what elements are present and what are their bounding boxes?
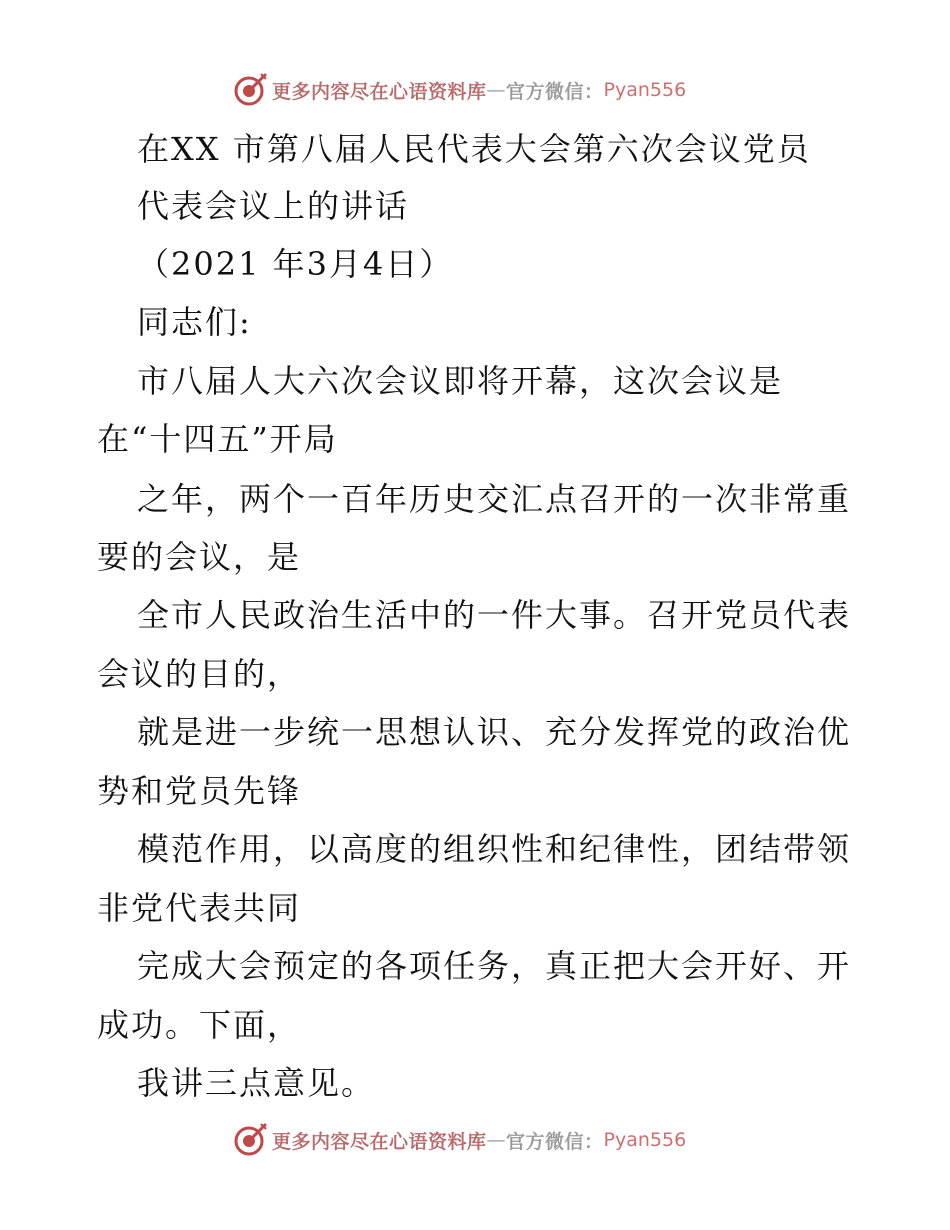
watermark-dash: — — [486, 1129, 507, 1151]
body-line: 全市人民政治生活中的一件大事。召开党员代表 — [137, 596, 852, 634]
body-line: 在“十四五”开局 — [97, 420, 338, 458]
watermark-wechat-id: Pyan556 — [603, 1129, 687, 1151]
document-salutation: 同志们: — [137, 303, 252, 341]
body-line: 会议的目的， — [97, 655, 302, 693]
watermark-dash: — — [486, 79, 507, 101]
body-line: 要的会议，是 — [97, 538, 302, 576]
watermark-main-text: 更多内容尽在心语资料库 — [272, 1130, 487, 1153]
body-line: 我讲三点意见。 — [137, 1064, 376, 1102]
body-line: 就是进一步统一思想认识、充分发挥党的政治优 — [137, 713, 852, 751]
body-line: 模范作用，以高度的组织性和纪律性，团结带领 — [137, 830, 852, 868]
watermark-main-text: 更多内容尽在心语资料库 — [272, 80, 487, 103]
body-line: 之年，两个一百年历史交汇点召开的一次非常重 — [137, 480, 852, 518]
watermark-official-label: 官方微信： — [506, 80, 604, 103]
body-line: 完成大会预定的各项任务，真正把大会开好、开 — [137, 947, 852, 985]
document-title-line-1: 在XX 市第八届人民代表大会第六次会议党员 — [137, 130, 811, 168]
body-line: 成功。下面， — [97, 1006, 302, 1044]
document-title-line-2: 代表会议上的讲话 — [137, 187, 410, 225]
body-line: 市八届人大六次会议即将开幕，这次会议是 — [137, 362, 784, 400]
pen-logo-icon — [232, 1122, 268, 1158]
footer-watermark — [232, 1122, 686, 1158]
watermark-official-label: 官方微信： — [506, 1130, 604, 1153]
document-date: （2021 年3月4日） — [137, 245, 454, 283]
body-line: 非党代表共同 — [97, 889, 302, 927]
body-line: 势和党员先锋 — [97, 772, 302, 810]
watermark-wechat-id: Pyan556 — [603, 79, 687, 101]
